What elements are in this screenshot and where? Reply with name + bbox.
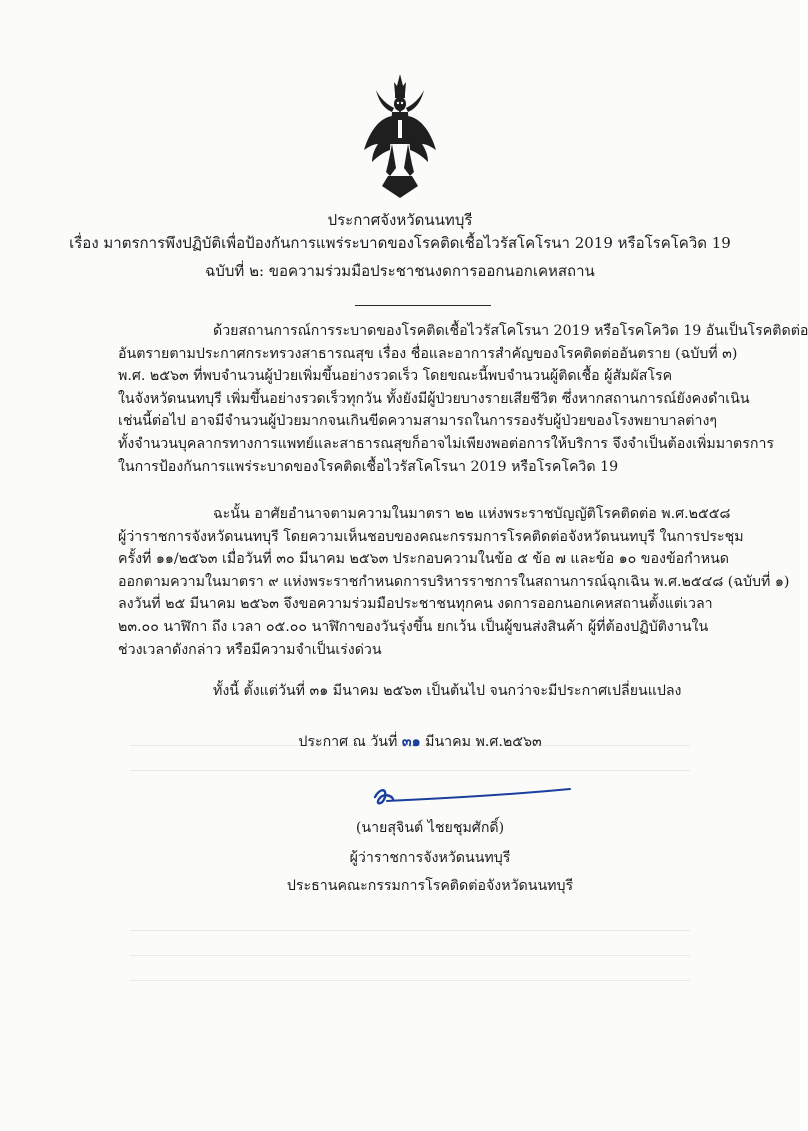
signatory-name: (นายสุจินต์ ไชยชุมศักดิ์) bbox=[355, 820, 505, 836]
issue-date-day: ๓๑ bbox=[401, 734, 421, 750]
paragraph-line: ทั้งนี้ ตั้งแต่วันที่ ๓๑ มีนาคม ๒๕๖๓ เป็นต้นไป จนกว่าจะมีประกาศเปลี่ยนแปลง bbox=[213, 683, 682, 699]
announcement-subject: เรื่อง มาตรการพึงปฏิบัติเพื่อป้องกันการแพร่ระบาดของโรคติดเชื้อไวรัสโคโรนา 2019 หรือโรคโควิด 19 bbox=[69, 234, 731, 252]
issue-date-prefix: ประกาศ ณ วันที่ bbox=[298, 734, 398, 750]
paragraph-line: พ.ศ. ๒๕๖๓ ที่พบจำนวนผู้ป่วยเพิ่มขึ้นอย่างรวดเร็ว โดยขณะนี้พบจำนวนผู้ติดเชื้อ ผู้สัมผัสโรค bbox=[118, 368, 673, 385]
paragraph-line: ด้วยสถานการณ์การระบาดของโรคติดเชื้อไวรัสโคโรนา 2019 หรือโรคโควิด 19 อันเป็นโรคติดต่อ bbox=[213, 323, 808, 339]
issue-date-suffix: มีนาคม พ.ศ.๒๕๖๓ bbox=[425, 734, 542, 750]
announcement-issuer: ประกาศจังหวัดนนทบุรี bbox=[327, 211, 473, 229]
signatory-position: ผู้ว่าราชการจังหวัดนนทบุรี bbox=[349, 850, 511, 866]
announcement-issue: ฉบับที่ ๒: ขอความร่วมมือประชาชนงดการออกนอกเคหสถาน bbox=[205, 262, 595, 280]
paragraph-line: ๒๓.๐๐ นาฬิกา ถึง เวลา ๐๕.๐๐ นาฬิกาของวันรุ่งขึ้น ยกเว้น เป็นผู้ขนส่งสินค้า ผู้ที่ต้องปฏิบัติงานใน bbox=[118, 618, 709, 635]
paragraph-measures bbox=[118, 503, 790, 661]
paragraph-line: ผู้ว่าราชการจังหวัดนนทบุรี โดยความเห็นชอบของคณะกรรมการโรคติดต่อจังหวัดนนทบุรี ในการประชุม bbox=[118, 528, 744, 545]
paragraph-line: ลงวันที่ ๒๕ มีนาคม ๒๕๖๓ จึงขอความร่วมมือประชาชนทุกคน งดการออกนอกเคหสถานตั้งแต่เวลา bbox=[118, 596, 713, 613]
paragraph-situation bbox=[118, 320, 808, 478]
paper-show-through bbox=[130, 770, 690, 771]
paragraph-line: ทั้งจำนวนบุคลากรทางการแพทย์และสาธารณสุขก็อาจไม่เพียงพอต่อการให้บริการ จึงจำเป็นต้องเพิ่มมาตรการ bbox=[118, 435, 775, 452]
garuda-emblem-icon bbox=[362, 72, 438, 200]
paragraph-line: อันตรายตามประกาศกระทรวงสาธารณสุข เรื่อง ชื่อและอาการสำคัญของโรคติดต่ออันตราย (ฉบับที่ ๓) bbox=[118, 345, 738, 362]
paragraph-line: ฉะนั้น อาศัยอำนาจตามความในมาตรา ๒๒ แห่งพระราชบัญญัติโรคติดต่อ พ.ศ.๒๕๕๘ bbox=[213, 506, 731, 522]
paper-show-through bbox=[130, 955, 690, 956]
handwritten-signature bbox=[365, 775, 575, 820]
issue-date bbox=[200, 729, 640, 755]
paper-show-through bbox=[130, 980, 690, 981]
paragraph-line: ออกตามความในมาตรา ๙ แห่งพระราชกำหนดการบริหารราชการในสถานการณ์ฉุกเฉิน พ.ศ.๒๕๔๘ (ฉบับที่ ๑) bbox=[118, 573, 790, 590]
paragraph-line: เช่นนี้ต่อไป อาจมีจำนวนผู้ป่วยมากจนเกินขีดความสามารถในการรองรับผู้ป่วยของโรงพยาบาลต่างๆ bbox=[118, 413, 717, 430]
paragraph-line: ครั้งที่ ๑๑/๒๕๖๓ เมื่อวันที่ ๓๐ มีนาคม ๒๕๖๓ ประกอบความในข้อ ๕ ข้อ ๗ และข้อ ๑๐ ของข้อกำหนด bbox=[118, 551, 729, 568]
paragraph-line: ช่วงเวลาดังกล่าว หรือมีความจำเป็นเร่งด่วน bbox=[118, 641, 382, 658]
paper-show-through bbox=[130, 930, 690, 931]
paragraph-effective-date bbox=[118, 680, 738, 703]
paragraph-line: ในจังหวัดนนทบุรี เพิ่มขึ้นอย่างรวดเร็วทุกวัน ทั้งยังมีผู้ป่วยบางรายเสียชีวิต ซึ่งหากสถานการณ์ยังคงดำเนิน bbox=[118, 390, 750, 407]
title-divider bbox=[355, 305, 491, 306]
paragraph-line: ในการป้องกันการแพร่ระบาดของโรคติดเชื้อไวรัสโคโรนา 2019 หรือโรคโควิด 19 bbox=[118, 458, 619, 475]
signatory-committee-role: ประธานคณะกรรมการโรคติดต่อจังหวัดนนทบุรี bbox=[286, 878, 574, 894]
